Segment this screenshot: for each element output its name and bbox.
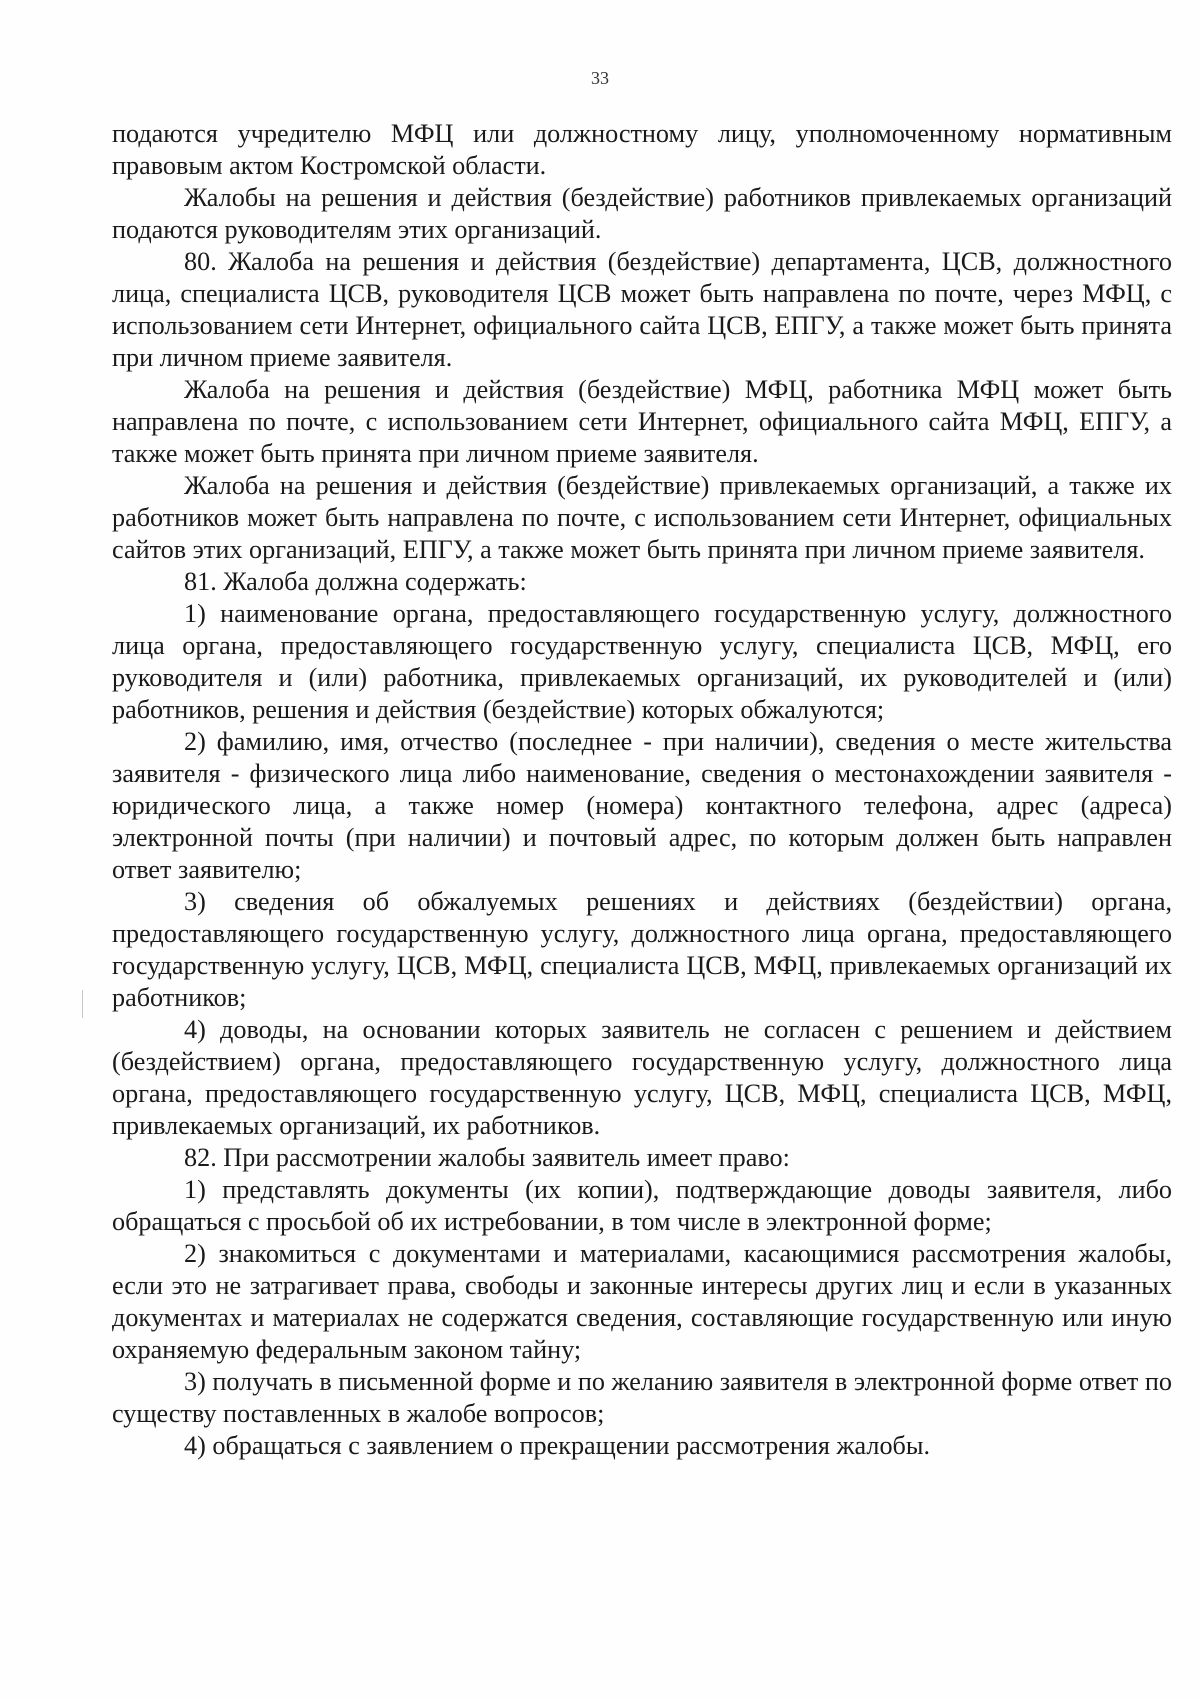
list-item: 2) знакомиться с документами и материалами, касающимися рассмотрения жалобы, если это не затрагивает права, свободы и законные интересы других лиц и если в указанных документах и материалах не содержатся сведения, составляющие государственную или иную охраняемую федеральным законом тайну; [112,1239,1172,1364]
list-item: 4) обращаться с заявлением о прекращении рассмотрения жалобы. [184,1431,931,1460]
paragraph-81: 81. Жалоба должна содержать: [184,567,527,596]
list-item: 1) представлять документы (их копии), подтверждающие доводы заявителя, либо обращаться с просьбой об их истребовании, в том числе в электронной форме; [112,1175,1172,1236]
paragraph: Жалоба на решения и действия (бездействие) МФЦ, работника МФЦ может быть направлена по почте, с использованием сети Интернет, официального сайта МФЦ, ЕПГУ, а также может быть принята при личном приеме заявителя. [112,375,1172,468]
paragraph: Жалоба на решения и действия (бездействие) привлекаемых организаций, а также их работников может быть направлена по почте, с использованием сети Интернет, официальных сайтов этих организаций, ЕПГУ, а также может быть принята при личном приеме заявителя. [112,471,1172,564]
scan-artifact [82,990,83,1018]
page-number: 33 [591,68,609,88]
paragraph: подаются учредителю МФЦ или должностному лицу, уполномоченному нормативным правовым актом Костромской области. [112,119,1172,180]
list-item: 3) получать в письменной форме и по желанию заявителя в электронной форме ответ по существу поставленных в жалобе вопросов; [112,1367,1172,1428]
list-item: 2) фамилию, имя, отчество (последнее - при наличии), сведения о месте жительства заявителя - физического лица либо наименование, сведения о местонахождении заявителя - юридического лица, а также номер (номера) контактного телефона, адрес (адреса) электронной почты (при наличии) и почтовый адрес, по которым должен быть направлен ответ заявителю; [112,727,1172,884]
paragraph-80: 80. Жалоба на решения и действия (бездействие) департамента, ЦСВ, должностного лица, специалиста ЦСВ, руководителя ЦСВ может быть направлена по почте, через МФЦ, с использованием сети Интернет, официального сайта ЦСВ, ЕПГУ, а также может быть принята при личном приеме заявителя. [112,247,1172,372]
list-item: 1) наименование органа, предоставляющего государственную услугу, должностного лица органа, предоставляющего государственную услугу, специалиста ЦСВ, МФЦ, его руководителя и (или) работника, привлекаемых организаций, их руководителей и (или) работников, решения и действия (бездействие) которых обжалуются; [112,599,1172,724]
document-body [112,118,1172,1462]
paragraph: Жалобы на решения и действия (бездействие) работников привлекаемых организаций подаются руководителям этих организаций. [112,183,1172,244]
paragraph-82: 82. При рассмотрении жалобы заявитель имеет право: [184,1143,790,1172]
list-item: 4) доводы, на основании которых заявитель не согласен с решением и действием (бездействием) органа, предоставляющего государственную услугу, должностного лица органа, предоставляющего государственную услугу, ЦСВ, МФЦ, специалиста ЦСВ, МФЦ, привлекаемых организаций, их работников. [112,1015,1172,1140]
list-item: 3) сведения об обжалуемых решениях и действиях (бездействии) органа, предоставляющего государственную услугу, должностного лица органа, предоставляющего государственную услугу, ЦСВ, МФЦ, специалиста ЦСВ, МФЦ, привлекаемых организаций их работников; [112,887,1172,1012]
